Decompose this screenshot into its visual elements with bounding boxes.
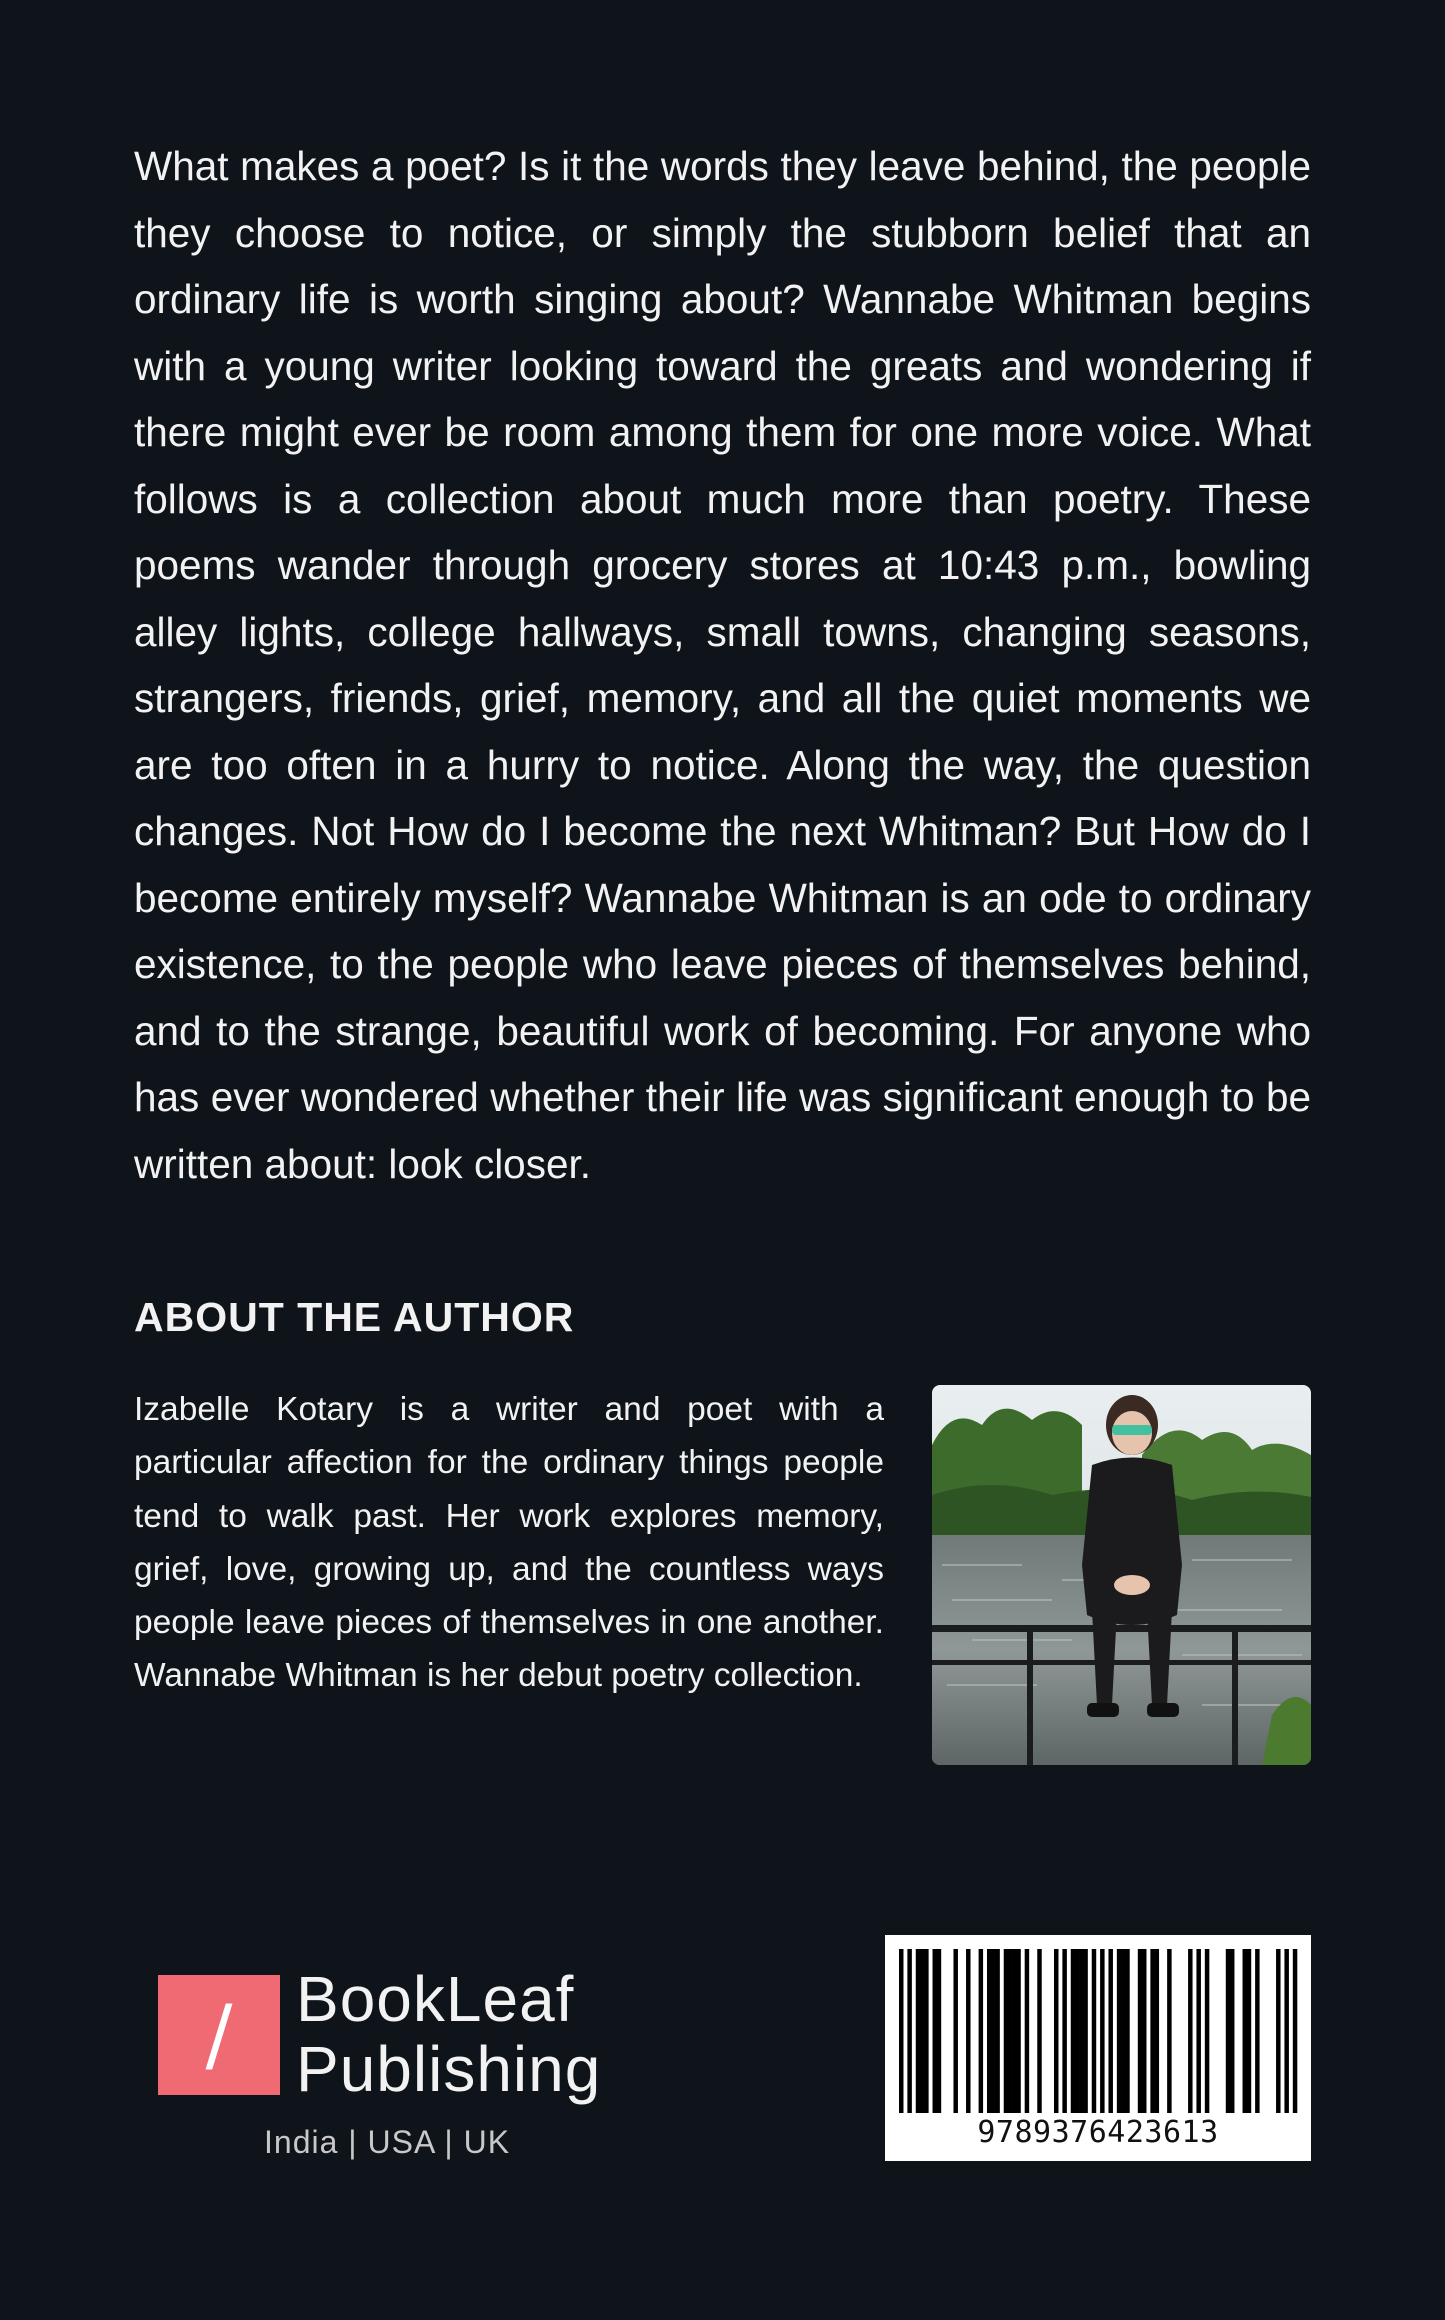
publisher-name-line1: BookLeaf <box>296 1963 575 2035</box>
barcode-bar <box>1008 1949 1012 2113</box>
barcode-bar <box>1125 1949 1129 2113</box>
barcode-bar <box>1155 1949 1159 2113</box>
barcode-bar <box>979 1949 983 2113</box>
barcode-bar <box>1121 1949 1125 2113</box>
barcode-bar <box>1150 1949 1154 2113</box>
barcode-bar <box>907 1949 911 2113</box>
barcode-bar <box>991 1949 995 2113</box>
barcode-bar <box>1188 1949 1192 2113</box>
barcode-bar <box>966 1949 970 2113</box>
barcode-bar <box>1255 1949 1259 2113</box>
barcode-bar <box>1276 1949 1280 2113</box>
barcode-bar <box>1226 1949 1230 2113</box>
isbn-number: 9789376423613 <box>977 2115 1219 2150</box>
barcode-bar <box>1230 1949 1234 2113</box>
author-photo <box>932 1385 1311 1765</box>
publisher-name-line2: Publishing <box>296 2033 602 2105</box>
barcode-bar <box>1016 1949 1020 2113</box>
barcode-bar <box>1037 1949 1041 2113</box>
barcode-bar <box>987 1949 991 2113</box>
barcode-bar <box>1293 1949 1297 2113</box>
blurb-text: What makes a poet? Is it the words they leave behind, the people they choose to notice, or simply the stubborn belief that an ordinary life is worth singing about? Wannabe Whitman begins with a young writer looking toward the greats and wondering if there might ever be room among them for one more voice. What follows is a collection about much more than poetry. These poems wander through grocery stores at 10:43 p.m., bowling alley lights, college hallways, small towns, changing seasons, strangers, friends, grief, memory, and all the quiet moments we are too often in a hurry to notice. Along the way, the question changes. Not How do I become the next Whitman? But How do I become entirely myself? Wannabe Whitman is an ode to ordinary existence, to the people who leave pieces of themselves behind, and to the strange, beautiful work of becoming. For anyone who has ever wondered whether their life was significant enough to be written about: look closer. <box>134 143 1311 1187</box>
barcode-bar <box>1205 1949 1209 2113</box>
barcode-bar <box>1079 1949 1083 2113</box>
publisher-logo <box>158 1975 280 2095</box>
publisher-logo-slash: / <box>205 1988 233 2081</box>
barcode-bar <box>933 1949 937 2113</box>
barcode-bar <box>995 1949 999 2113</box>
barcode-bar <box>1100 1949 1104 2113</box>
barcode-bar <box>1004 1949 1008 2113</box>
barcode-bar <box>937 1949 941 2113</box>
barcode-bar <box>1062 1949 1066 2113</box>
barcode-bar <box>1117 1949 1121 2113</box>
barcode-bar <box>1284 1949 1288 2113</box>
about-author-heading: ABOUT THE AUTHOR <box>134 1294 575 1340</box>
barcode-bar <box>920 1949 924 2113</box>
barcode-bar <box>1012 1949 1016 2113</box>
barcode-bar <box>1025 1949 1029 2113</box>
barcode-bars <box>885 1935 1311 2115</box>
barcode-bar <box>899 1949 903 2113</box>
barcode-bar <box>1243 1949 1247 2113</box>
barcode-bar <box>1092 1949 1096 2113</box>
author-bio: Izabelle Kotary is a writer and poet with a particular affection for the ordinary things people tend to walk past. Her work explores memory, grief, love, growing up, and the countless ways people leave pieces of themselves in one another. Wannabe Whitman is her debut poetry collection. <box>134 1391 884 1695</box>
publisher-regions: India | USA | UK <box>264 2124 511 2160</box>
barcode-bar <box>1138 1949 1142 2113</box>
publisher-block <box>158 1963 618 2170</box>
barcode-bar <box>1108 1949 1112 2113</box>
barcode-bar <box>1142 1949 1146 2113</box>
barcode-bar <box>1054 1949 1058 2113</box>
isbn-barcode <box>885 1935 1311 2161</box>
barcode-bar <box>1071 1949 1075 2113</box>
barcode-bar <box>916 1949 920 2113</box>
barcode-bar <box>1196 1949 1200 2113</box>
barcode-bar <box>953 1949 957 2113</box>
barcode-bar <box>924 1949 928 2113</box>
barcode-bar <box>1083 1949 1087 2113</box>
barcode-bar <box>1247 1949 1251 2113</box>
barcode-bar <box>1075 1949 1079 2113</box>
barcode-bar <box>1167 1949 1171 2113</box>
